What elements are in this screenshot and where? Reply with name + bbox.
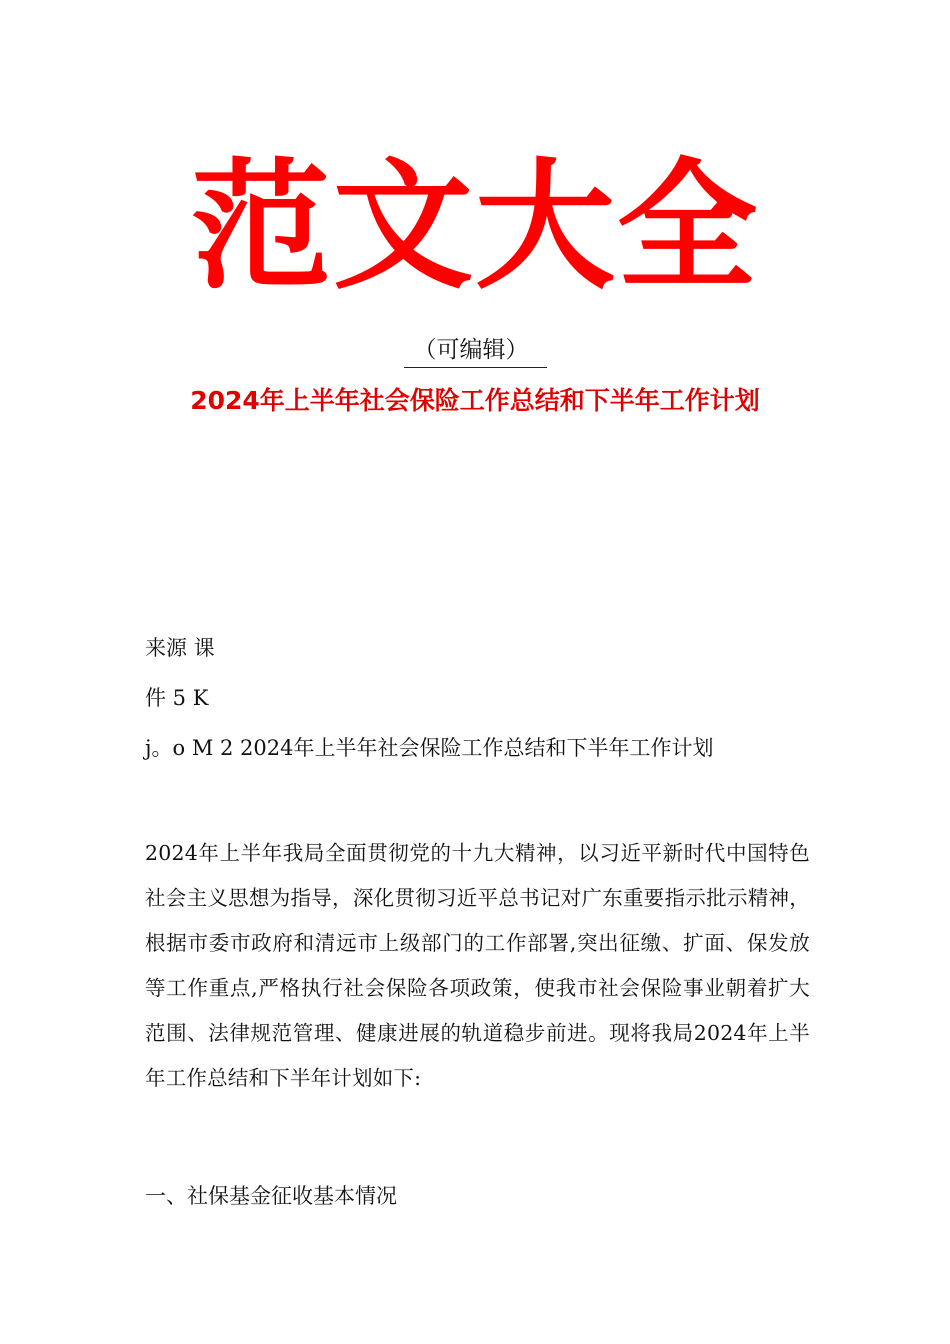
banner-heading: 范文大全 [190, 146, 759, 309]
body-paragraph: 2024年上半年我局全面贯彻党的十九大精神，以习近平新时代中国特色社会主义思想为指导，深化贯彻习近平总书记对广东重要指示批示精神，根据市委市政府和清远市上级部门的工作部署,突出征缴、扩面、保发放等工作重点,严格执行社会保险各项政策，使我市社会保险事业朝着扩大范围、法律规范管理、健康进展的轨道稳步前进。现将我局2024年上半年工作总结和下半年计划如下: [145, 841, 810, 1090]
editable-note [0, 333, 950, 368]
document-title: 2024年上半年社会保险工作总结和下半年工作计划 [190, 386, 760, 415]
meta-line-reference: j。o M 2 2024年上半年社会保险工作总结和下半年工作计划 [145, 736, 714, 760]
meta-line-size: 件 5 K [145, 686, 209, 710]
meta-line-source: 来源 课 [145, 636, 215, 660]
section-heading: 一、社保基金征收基本情况 [145, 1184, 397, 1208]
editable-note-text: （可编辑） [404, 333, 547, 368]
